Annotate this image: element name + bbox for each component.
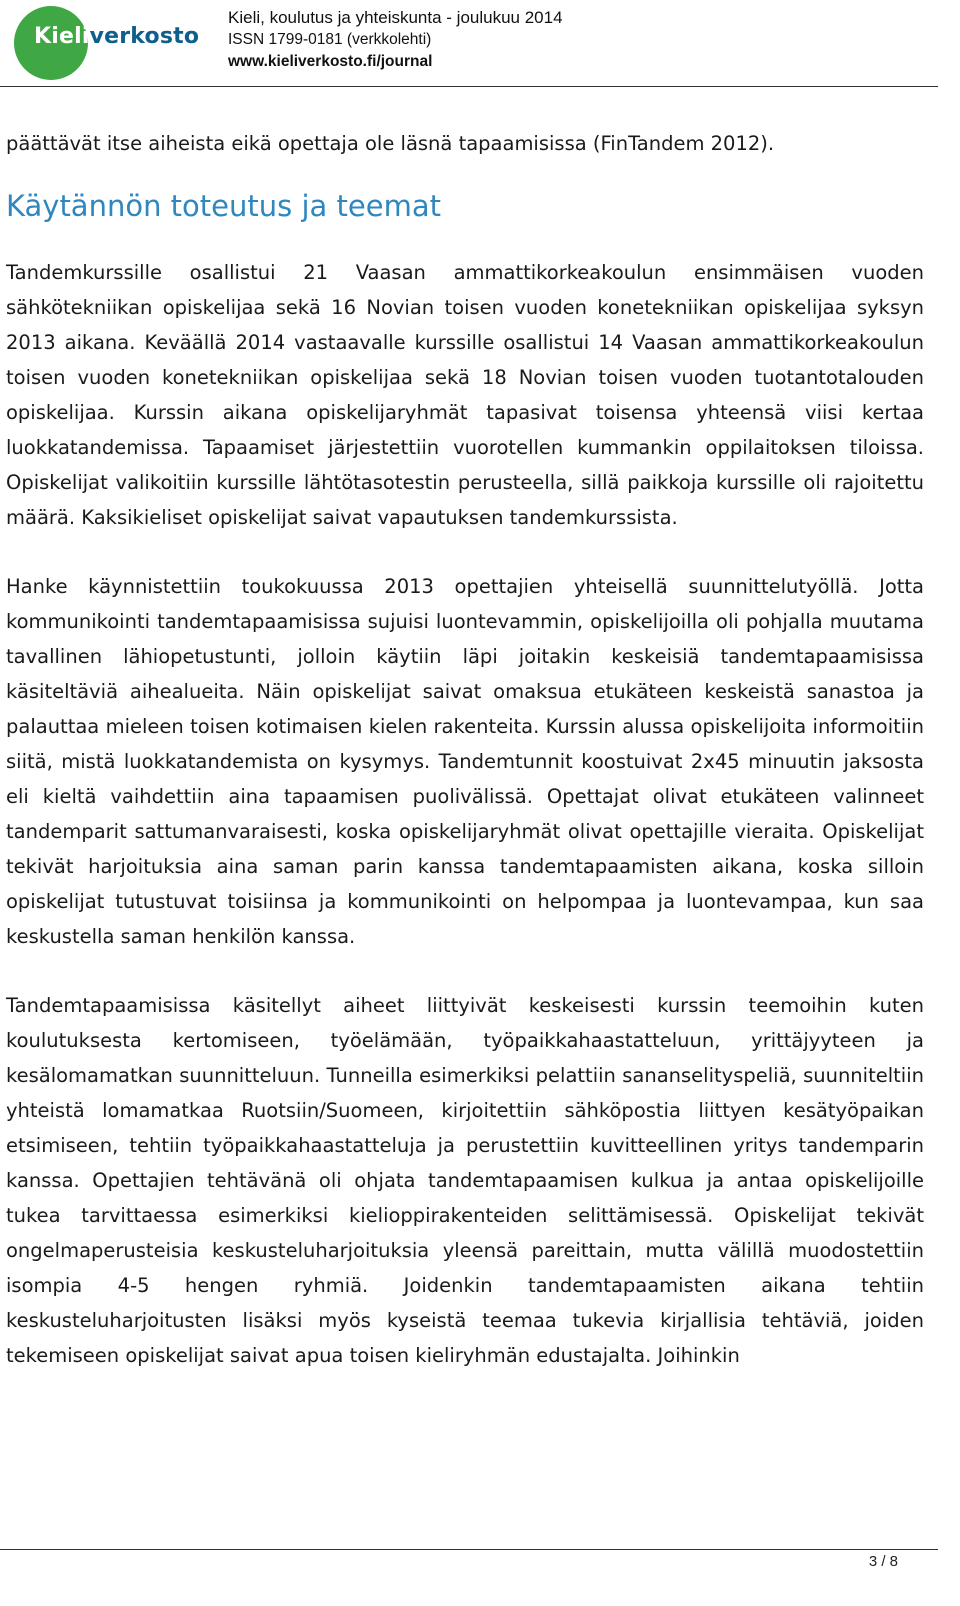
logo-text-part1: Kieli [34,24,90,49]
footer-divider [0,1549,938,1550]
journal-info [228,7,563,73]
paragraph-1: Tandemkurssille osallistui 21 Vaasan ammattikorkeakoulun ensimmäisen vuoden sähkötekniikan opiskelijaa sekä 16 Novian toisen vuoden konetekniikan opiskelijaa syksyn 2013 aikana. Keväällä 2014 vastaavalle kurssille osallistui 14 Vaasan ammattikorkeakoulun toisen vuoden konetekniikan opiskelijaa sekä 18 Novian toisen vuoden tuotantotalouden opiskelijaa. Kurssin aikana opiskelijaryhmät tapasivat toisensa yhteensä viisi kertaa luokkatandemissa. Tapaamiset järjestettiin vuorotellen kummankin oppilaitoksen tiloissa. Opiskelijat valikoitiin kurssille lähtötasotestin perusteella, sillä paikkoja kurssille oli rajoitettu määrä. Kaksikieliset opiskelijat saivat vapautuksen tandemkurssista. [6,261,924,529]
page-number: 3 / 8 [868,1553,898,1570]
paragraph-3: Tandemtapaamisissa käsitellyt aiheet liittyivät keskeisesti kurssin teemoihin kuten koulutuksesta kertomiseen, työelämään, työpaikkahaastatteluun, yrittäjyyteen ja kesälomamatkan suunnitteluun. Tunneilla esimerkiksi pelattiin sananselityspeliä, suunniteltiin yhteistä lomamatkaa Ruotsiin/Suomeen, kirjoitettiin sähköpostia liittyen kesätyöpaikan etsimiseen, tehtiin työpaikkahaastatteluja ja perustettiin kuvitteellinen yritys tandemparin kanssa. Opettajien tehtävänä oli ohjata tandemtapaamisen kulkua ja antaa opiskelijoille tukea tarvittaessa esimerkiksi kielioppirakenteiden selittämisessä. Opiskelijat tekivät ongelmaperusteisia keskusteluharjoituksia yleensä pareittain, mutta välillä muodostettiin isompia 4-5 hengen ryhmiä. Joidenkin tandemtapaamisten aikana tehtiin keskusteluharjoitusten lisäksi myös kyseistä teemaa tukevia kirjallisia tehtäviä, joiden tekemiseen opiskelijat saivat apua toisen kieliryhmän edustajalta. Joihinkin [6,994,924,1367]
intro-line: päättävät itse aiheista eikä opettaja ole läsnä tapaamisissa (FinTandem 2012). [6,132,775,155]
section-heading: Käytännön toteutus ja teemat [6,189,441,223]
article-body [6,126,924,1407]
journal-title: Kieli, koulutus ja yhteiskunta - joulukuu 2014 [228,8,563,27]
logo-text-part2: verkosto [89,24,200,49]
journal-url[interactable]: www.kieliverkosto.fi/journal [228,53,433,70]
paragraph-2: Hanke käynnistettiin toukokuussa 2013 opettajien yhteisellä suunnittelutyöllä. Jotta kommunikointi tandemtapaamisissa sujuisi luontevammin, opiskelijoilla oli pohjalla muutama tavallinen lähiopetustunti, jolloin käytiin läpi joitakin keskeisiä tandemtapaamisissa käsiteltäviä aihealueita. Näin opiskelijat saivat omaksua etukäteen keskeistä sanastoa ja palauttaa mieleen toisen kotimaisen kielen rakenteita. Kurssin alussa opiskelijoita informoitiin siitä, mistä luokkatandemista on kysymys. Tandemtunnit koostuivat 2x45 minuutin jaksosta eli kieltä vaihdettiin aina tapaamisen puolivälissä. Opettajat olivat etukäteen valinneet tandemparit sattumanvaraisesti, koska opiskelijaryhmät olivat opettajille vieraita. Opiskelijat tekivät harjoituksia aina saman parin kanssa tandemtapaamisten aikana, koska silloin opiskelijat tutustuvat toisiinsa ja kommunikointi on helpompaa ja luontevampaa, kun saa keskustella saman henkilön kanssa. [6,575,924,948]
journal-issn: ISSN 1799-0181 (verkkolehti) [228,31,432,48]
page-header [0,0,960,88]
header-divider [0,86,938,87]
logo-wordmark [34,24,199,49]
